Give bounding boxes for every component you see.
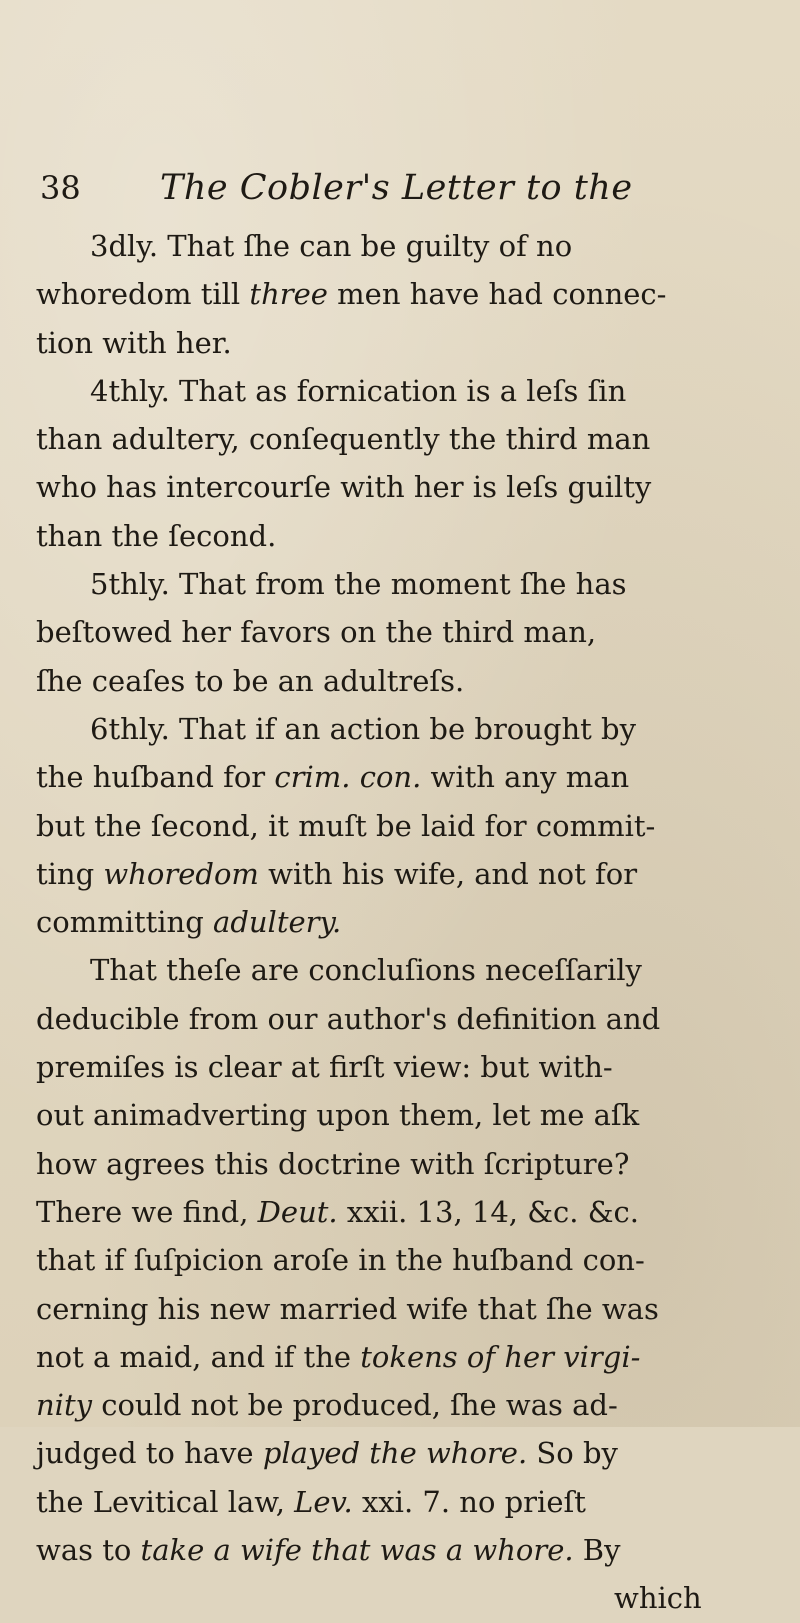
text-line [36,1429,764,1477]
text-line [36,898,764,946]
text-segment: the huſband for [36,760,275,795]
text-line [36,1188,764,1236]
text-line [36,1236,764,1284]
body-text [36,222,764,1623]
text-segment: ting [36,856,104,891]
italic-text: tokens of her virgi- [360,1339,641,1374]
text-segment: who has intercourſe with her is leſs guilty [36,470,652,505]
italic-text: take a wife that was a whore. [140,1533,574,1568]
italic-text: three [249,277,328,312]
text-line [36,560,764,608]
text-segment: could not be produced, ſhe was ad- [92,1388,618,1423]
text-segment: with any man [421,760,630,795]
italic-text: nity [36,1388,92,1423]
text-line [36,1043,764,1091]
text-line [36,1091,764,1139]
text-line [36,222,764,270]
text-line [36,850,764,898]
text-segment: but the ſecond, it muſt be laid for commit- [36,808,656,843]
text-line [36,946,764,994]
text-segment: There we find, [36,1194,258,1229]
text-line [36,1381,764,1429]
text-segment: 3dly. That ſhe can be guilty of no [90,229,573,263]
text-segment: xxii. 13, 14, &c. &c. [337,1194,639,1229]
text-line [36,415,764,463]
page-number: 38 [40,169,81,207]
text-segment: beſtowed her favors on the third man, [36,615,597,650]
text-segment: xxi. 7. no prieſt [352,1484,586,1519]
text-segment: cerning his new married wife that ſhe was [36,1291,659,1326]
text-line [36,802,764,850]
text-segment: 4thly. That as fornication is a leſs ſin [90,373,627,408]
text-segment: out animadverting upon them, let me aſk [36,1098,640,1133]
text-segment: not a maid, and if the [36,1339,361,1374]
text-line [36,753,764,801]
text-segment: By [573,1533,621,1568]
italic-text: played the whore. [262,1436,528,1471]
text-segment: premiſes is clear at firſt view: but with- [36,1050,613,1085]
italic-text: Deut. [257,1194,338,1229]
text-line [36,1333,764,1381]
text-segment: men have had connec- [327,277,667,312]
italic-text: adultery. [213,905,342,940]
text-segment: ſhe ceaſes to be an adultreſs. [36,663,465,698]
text-segment: That theſe are concluſions neceſſarily [90,953,642,988]
text-segment: how agrees this doctrine with ſcripture? [36,1146,630,1181]
italic-text: crim. con. [274,760,422,795]
text-line [36,1526,764,1574]
text-segment: 6thly. That if an action be brought by [90,711,637,746]
text-segment: committing [36,905,214,940]
text-line [36,512,764,560]
text-line [36,319,764,367]
text-line [36,367,764,415]
text-segment: the Levitical law, [36,1484,295,1519]
text-segment: than the ſecond. [36,518,277,553]
catchword: which [614,1581,702,1616]
text-segment: with his wife, and not for [258,856,638,891]
italic-text: whoredom [103,856,259,891]
text-line [36,463,764,511]
page-header [40,166,760,210]
text-segment: whoredom till [36,277,250,312]
italic-text: Lev. [294,1484,353,1519]
text-line [36,1478,764,1526]
text-line [36,1285,764,1333]
text-segment: judged to have [36,1436,263,1471]
text-line [36,270,764,318]
text-line [36,705,764,753]
text-segment: tion with her. [36,325,232,360]
running-head: The Cobler's Letter to the [160,168,633,208]
text-segment: deducible from our author's definition and [36,1001,661,1036]
text-segment: that if ſuſpicion aroſe in the huſband con- [36,1243,645,1278]
text-segment: So by [527,1436,618,1471]
text-line [36,1140,764,1188]
text-segment: 5thly. That from the moment ſhe has [90,567,627,602]
text-segment: was to [36,1533,141,1568]
text-line [36,657,764,705]
text-line [36,608,764,656]
text-segment: than adultery, conſequently the third man [36,422,651,457]
text-line [36,995,764,1043]
